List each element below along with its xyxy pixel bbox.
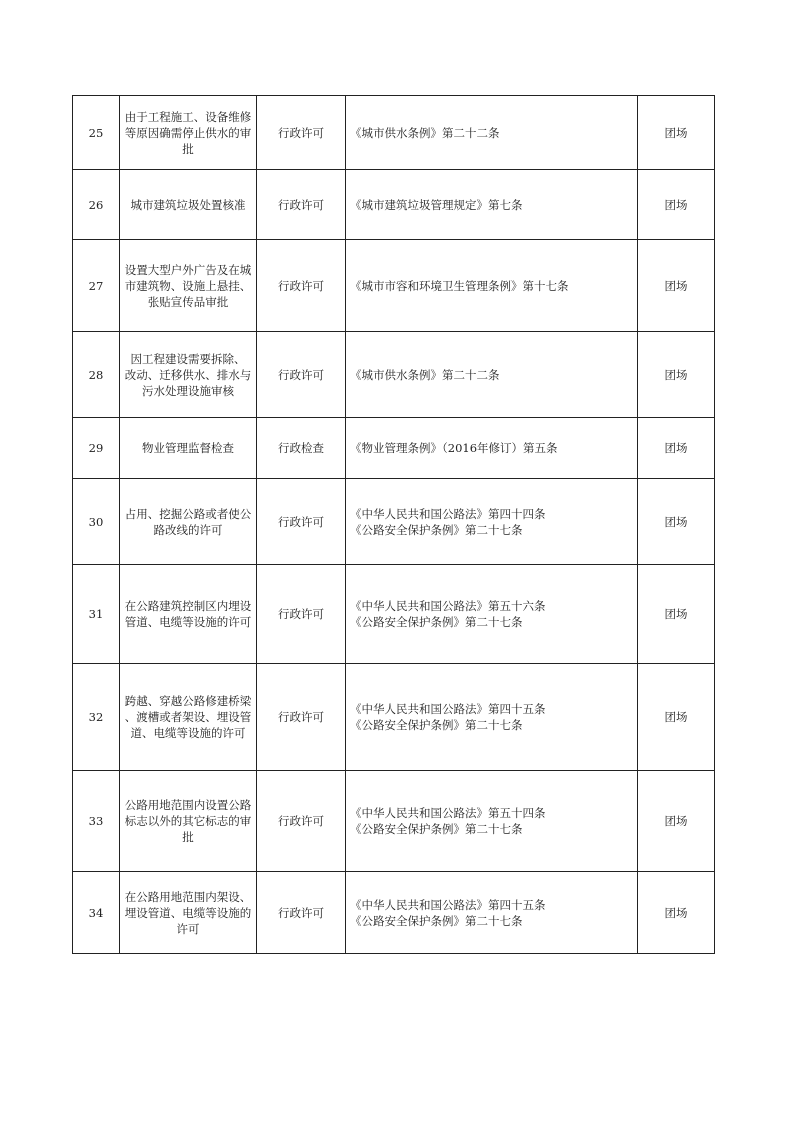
item-name-line: 由于工程施工、设备维修 xyxy=(124,109,252,124)
table-row xyxy=(73,771,715,872)
authority-type-cell: 行政许可 xyxy=(257,170,346,240)
item-name-line: 占用、挖掘公路或者使公 xyxy=(124,506,252,521)
item-name-line: 污水处理设施审核 xyxy=(142,383,234,398)
legal-basis-cell xyxy=(346,872,638,954)
table-row xyxy=(73,240,715,332)
item-name-line: 批 xyxy=(182,830,194,844)
item-name-cell xyxy=(120,479,257,565)
item-name-line: 在公路用地范围内架设、 xyxy=(124,889,252,904)
row-number-cell: 25 xyxy=(73,96,120,170)
row-number-cell: 29 xyxy=(73,418,120,479)
item-name-cell xyxy=(120,240,257,332)
item-name-line: 在公路建筑控制区内埋设 xyxy=(124,599,252,613)
legal-basis-line: 《城市供水条例》第二十二条 xyxy=(350,125,500,140)
table-row xyxy=(73,96,715,170)
legal-basis-cell xyxy=(346,664,638,771)
legal-basis-line: 《物业管理条例》（2016年修订）第五条 xyxy=(350,441,558,455)
legal-basis-cell xyxy=(346,565,638,664)
item-name-line: 批 xyxy=(182,141,194,156)
legal-basis-line: 《公路安全保护条例》第二十七条 xyxy=(350,913,523,928)
row-number-cell: 31 xyxy=(73,565,120,664)
table-row xyxy=(73,664,715,771)
item-name-line: 标志以外的其它标志的审 xyxy=(124,814,252,828)
table-row xyxy=(73,418,715,479)
legal-basis-line: 《城市供水条例》第二十二条 xyxy=(350,367,500,382)
department-cell: 团场 xyxy=(638,479,715,565)
item-name-line: 埋设管道、电缆等设施的 xyxy=(124,905,252,920)
legal-basis-cell xyxy=(346,240,638,332)
legal-basis-line: 《中华人民共和国公路法》第五十四条 xyxy=(350,806,546,820)
authority-type-cell: 行政许可 xyxy=(257,872,346,954)
legal-basis-cell xyxy=(346,96,638,170)
legal-basis-line: 《城市市容和环境卫生管理条例》第十七条 xyxy=(350,278,569,293)
row-number-cell: 30 xyxy=(73,479,120,565)
table-row xyxy=(73,170,715,240)
department-cell: 团场 xyxy=(638,664,715,771)
row-number-cell: 26 xyxy=(73,170,120,240)
item-name-line: 市建筑物、设施上悬挂、 xyxy=(124,278,252,293)
item-name-cell xyxy=(120,332,257,418)
authority-type-cell: 行政许可 xyxy=(257,771,346,872)
item-name-line: 城市建筑垃圾处置核准 xyxy=(130,197,246,212)
item-name-line: 因工程建设需要拆除、 xyxy=(130,351,246,366)
item-name-cell xyxy=(120,418,257,479)
legal-basis-cell xyxy=(346,170,638,240)
row-number-cell: 28 xyxy=(73,332,120,418)
item-name-cell xyxy=(120,565,257,664)
authority-type-cell: 行政许可 xyxy=(257,664,346,771)
table-row xyxy=(73,332,715,418)
authority-type-cell: 行政许可 xyxy=(257,479,346,565)
item-name-line: 跨越、穿越公路修建桥梁 xyxy=(124,694,252,708)
department-cell: 团场 xyxy=(638,170,715,240)
item-name-line: 公路用地范围内设置公路 xyxy=(124,798,252,812)
item-name-line: 物业管理监督检查 xyxy=(142,441,234,455)
legal-basis-line: 《中华人民共和国公路法》第四十五条 xyxy=(350,897,546,912)
department-cell: 团场 xyxy=(638,418,715,479)
item-name-line: 、渡槽或者架设、埋设管 xyxy=(124,710,252,724)
item-name-line: 改动、迁移供水、排水与 xyxy=(124,367,252,382)
authority-list-table xyxy=(72,95,715,954)
legal-basis-line: 《中华人民共和国公路法》第四十五条 xyxy=(350,702,546,716)
item-name-cell xyxy=(120,771,257,872)
item-name-cell xyxy=(120,96,257,170)
item-name-line: 张贴宣传品审批 xyxy=(147,294,229,309)
legal-basis-line: 《中华人民共和国公路法》第四十四条 xyxy=(350,506,546,521)
legal-basis-cell xyxy=(346,771,638,872)
legal-basis-cell xyxy=(346,332,638,418)
legal-basis-line: 《公路安全保护条例》第二十七条 xyxy=(350,822,523,836)
legal-basis-line: 《公路安全保护条例》第二十七条 xyxy=(350,522,523,537)
legal-basis-cell xyxy=(346,479,638,565)
authority-type-cell: 行政检查 xyxy=(257,418,346,479)
item-name-line: 管道、电缆等设施的许可 xyxy=(124,615,252,629)
row-number-cell: 32 xyxy=(73,664,120,771)
item-name-line: 道、电缆等设施的许可 xyxy=(130,726,246,740)
item-name-line: 等原因确需停止供水的审 xyxy=(124,125,252,140)
authority-type-cell: 行政许可 xyxy=(257,332,346,418)
department-cell: 团场 xyxy=(638,332,715,418)
item-name-line: 设置大型户外广告及在城 xyxy=(124,262,252,277)
item-name-cell xyxy=(120,170,257,240)
item-name-line: 许可 xyxy=(176,921,200,936)
department-cell: 团场 xyxy=(638,240,715,332)
department-cell: 团场 xyxy=(638,565,715,664)
authority-type-cell: 行政许可 xyxy=(257,240,346,332)
table-body xyxy=(73,96,715,954)
item-name-line: 路改线的许可 xyxy=(153,522,223,537)
item-name-cell xyxy=(120,664,257,771)
table-row xyxy=(73,872,715,954)
row-number-cell: 34 xyxy=(73,872,120,954)
legal-basis-cell xyxy=(346,418,638,479)
item-name-cell xyxy=(120,872,257,954)
legal-basis-line: 《中华人民共和国公路法》第五十六条 xyxy=(350,599,546,613)
row-number-cell: 33 xyxy=(73,771,120,872)
table-row xyxy=(73,565,715,664)
legal-basis-line: 《公路安全保护条例》第二十七条 xyxy=(350,718,523,732)
row-number-cell: 27 xyxy=(73,240,120,332)
legal-basis-line: 《公路安全保护条例》第二十七条 xyxy=(350,615,523,629)
authority-type-cell: 行政许可 xyxy=(257,96,346,170)
department-cell: 团场 xyxy=(638,771,715,872)
table-row xyxy=(73,479,715,565)
department-cell: 团场 xyxy=(638,96,715,170)
department-cell: 团场 xyxy=(638,872,715,954)
legal-basis-line: 《城市建筑垃圾管理规定》第七条 xyxy=(350,197,523,212)
authority-type-cell: 行政许可 xyxy=(257,565,346,664)
